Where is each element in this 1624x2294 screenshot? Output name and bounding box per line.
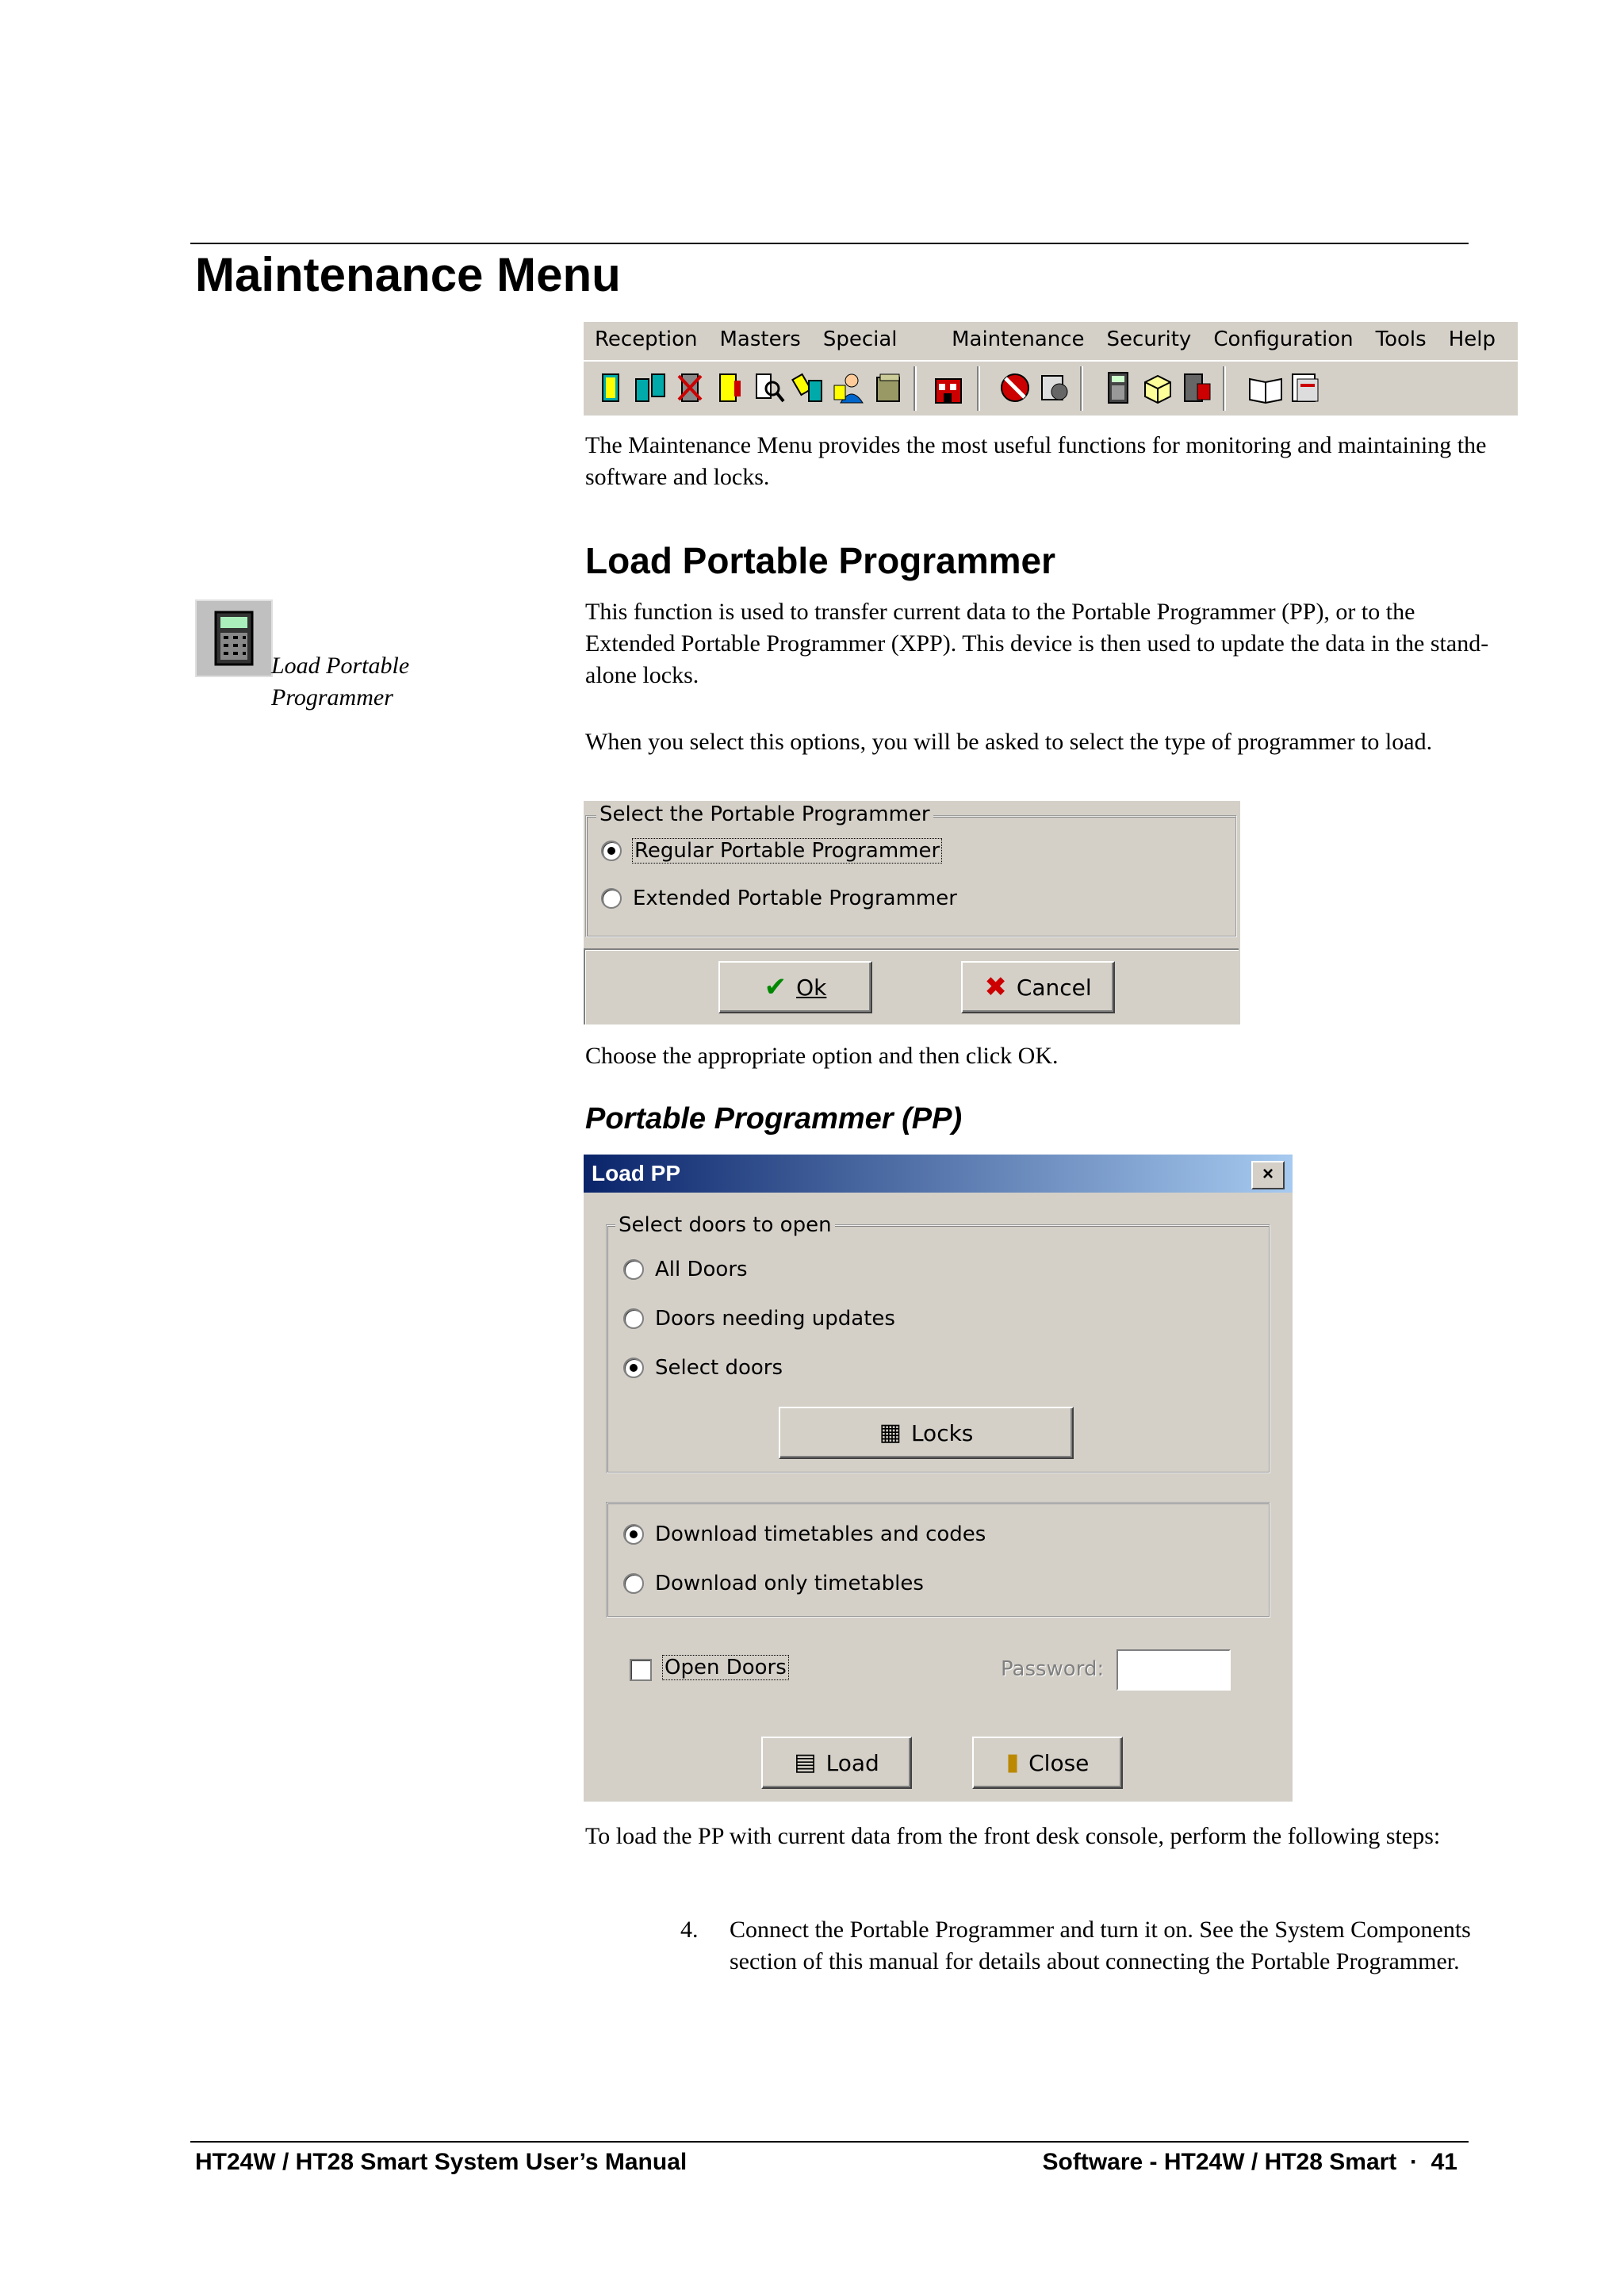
password-input[interactable] [1116,1649,1231,1691]
side-caption: Load Portable Programmer [271,653,410,710]
step-number: 4. [680,1917,699,1943]
section-para2: When you select this options, you will be asked to select the type of programmer to load. [585,729,1433,755]
radio-extended-programmer[interactable] [601,887,957,910]
package-icon[interactable] [1139,368,1177,408]
radio-button[interactable] [623,1573,644,1594]
toolbar-separator [977,366,980,411]
after-dialog-text: Choose the appropriate option and then click OK. [585,1043,1059,1069]
programmer-icon: ▤ [794,1748,817,1776]
door-icon[interactable] [592,368,630,408]
radio-download-timetables-codes[interactable]: Download timetables and codes [623,1522,986,1546]
toolbar-separator [1080,366,1083,411]
close-x-button[interactable]: × [1251,1161,1285,1189]
radio-button[interactable] [623,1308,644,1329]
select-programmer-dialog [584,801,1240,1024]
section-title: Load Portable Programmer [585,540,1056,581]
radio-button[interactable] [601,841,622,861]
subsection-title: Portable Programmer (PP) [585,1102,963,1136]
password-label: Password: [1001,1657,1105,1681]
report-icon[interactable] [1286,368,1324,408]
open-doors-checkbox[interactable] [630,1659,652,1681]
menu-item-special-cards[interactable]: Special [822,327,898,351]
dialog-title: Load PP [592,1161,681,1185]
download-group [606,1502,1270,1618]
steps-intro: To load the PP with current data from the front desk console, perform the following steps: [585,1823,1441,1849]
bottom-rule [190,2141,1469,2143]
button-panel [584,948,1239,1024]
open-doors-label: Open Doors [665,1656,787,1679]
menu-toolbar-screenshot [584,322,1518,416]
radio-download-only-timetables[interactable]: Download only timetables [623,1572,924,1595]
radio-select-doors[interactable]: Select doors [623,1356,783,1380]
radio-button[interactable] [623,1524,644,1545]
menu-item-maintenance[interactable]: Maintenance [952,327,1085,351]
menu-item-help[interactable]: Help [1448,327,1496,351]
no-entry-icon[interactable] [996,368,1034,408]
footer-right: Software - HT24W / HT28 Smart · 41 [1042,2149,1457,2175]
group-label: Select the Portable Programmer [596,802,933,826]
menu-item-reception[interactable]: Reception [595,327,698,351]
hotel-icon[interactable] [929,368,967,408]
section-para1: This function is used to transfer current data to the Portable Programmer (PP), or to the Extended Portable Programmer (XPP). This device is then used to update the data in the stand-alone locks. [585,599,1489,688]
menu-item-tools[interactable]: Tools [1375,327,1427,351]
delete-door-icon[interactable] [671,368,709,408]
key-card-icon[interactable] [790,368,828,408]
door-exit-icon: ▮ [1005,1748,1020,1776]
radio-doors-needing-updates[interactable]: Doors needing updates [623,1307,895,1331]
doors-icon[interactable] [631,368,669,408]
menu-item-security[interactable]: Security [1106,327,1192,351]
close-button[interactable]: ▮ Close [972,1737,1123,1789]
page-title: Maintenance Menu [195,248,621,301]
load-button[interactable]: ▤ Load [761,1737,912,1789]
cancel-button[interactable]: ✖ Cancel [961,961,1115,1013]
menu-item-masters[interactable]: Masters [719,327,801,351]
lock-box-icon[interactable] [869,368,907,408]
grid-icon: ▦ [879,1419,902,1446]
top-rule [190,243,1469,244]
toolbar-separator [1223,366,1226,411]
dialog-titlebar [584,1155,1293,1193]
doors-group-label: Select doors to open [615,1213,835,1237]
intro-text: The Maintenance Menu provides the most useful functions for monitoring and maintaining the software and locks. [585,432,1487,490]
programmer-type-group [585,815,1237,937]
toolbar-separator [914,366,917,411]
radio-button[interactable] [623,1358,644,1378]
check-icon: ✔ [764,971,787,1003]
ok-button[interactable]: ✔ Ok [718,961,872,1013]
menu-item-configuration[interactable]: Configuration [1213,327,1354,351]
database-icon[interactable] [1178,368,1216,408]
radio-label: Extended Portable Programmer [633,887,957,910]
door-alarm-icon[interactable] [710,368,749,408]
radio-regular-programmer[interactable] [601,839,941,863]
radio-all-doors[interactable]: All Doors [623,1258,748,1281]
radio-button[interactable] [601,888,622,909]
security-icon[interactable] [1036,368,1074,408]
step-text: Connect the Portable Programmer and turn it on. See the System Components section of this manual for details about connecting the Portable Programmer. [730,1917,1471,1974]
load-pp-dialog [584,1155,1293,1802]
locks-button[interactable]: ▦ Locks [779,1407,1074,1459]
user-card-icon[interactable] [829,368,868,408]
book-icon[interactable] [1247,368,1285,408]
toolbar [584,360,1518,414]
radio-button[interactable] [623,1259,644,1280]
footer-left: HT24W / HT28 Smart System User’s Manual [195,2149,688,2175]
radio-label: Regular Portable Programmer [634,839,940,863]
x-icon: ✖ [984,971,1007,1003]
search-door-icon[interactable] [750,368,788,408]
portable-programmer-icon[interactable] [1099,368,1137,408]
